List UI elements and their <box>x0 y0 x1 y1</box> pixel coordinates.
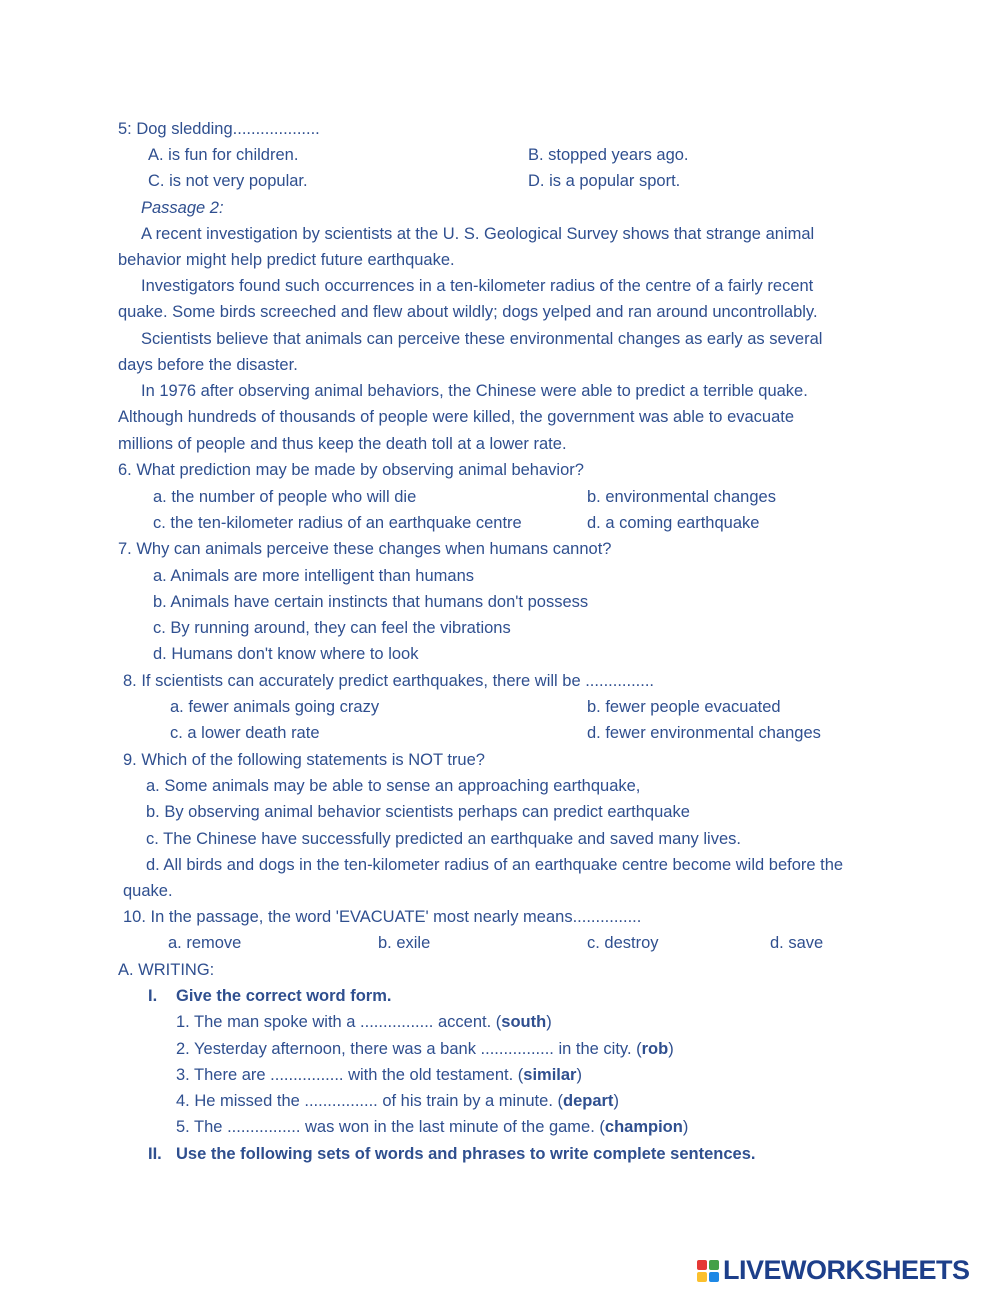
passage-title: Passage 2: <box>141 199 224 217</box>
q8-option-a[interactable]: a. fewer animals going crazy <box>170 698 380 716</box>
logo-square <box>697 1272 707 1282</box>
q10-option-c[interactable]: c. destroy <box>587 934 659 952</box>
q8-option-b[interactable]: b. fewer people evacuated <box>587 698 781 716</box>
q10-option-a[interactable]: a. remove <box>168 934 242 952</box>
word-form-item: 4. He missed the ................ of his train by a minute. (depart) <box>176 1092 619 1110</box>
q8-option-d[interactable]: d. fewer environmental changes <box>587 724 821 742</box>
q6-option-d[interactable]: d. a coming earthquake <box>587 514 760 532</box>
q7-stem: 7. Why can animals perceive these changes when humans cannot? <box>118 540 612 558</box>
passage-line: millions of people and thus keep the death toll at a lower rate. <box>118 435 567 453</box>
q9-option-c[interactable]: c. The Chinese have successfully predicted an earthquake and saved many lives. <box>146 830 741 848</box>
q5-option-b[interactable]: B. stopped years ago. <box>528 146 689 164</box>
q9-option-d-cont: quake. <box>123 882 173 900</box>
q6-option-b[interactable]: b. environmental changes <box>587 488 776 506</box>
q10-option-d[interactable]: d. save <box>770 934 824 952</box>
word-form-item: 3. There are ................ with the old testament. (similar) <box>176 1066 582 1084</box>
passage-line: Although hundreds of thousands of people were killed, the government was able to evacuate <box>118 408 795 426</box>
q7-option-d[interactable]: d. Humans don't know where to look <box>153 645 419 663</box>
passage-line: A recent investigation by scientists at the U. S. Geological Survey shows that strange animal <box>141 225 815 243</box>
q6-option-a[interactable]: a. the number of people who will die <box>153 488 417 506</box>
keyword: similar <box>523 1066 577 1084</box>
part2-number: II. <box>148 1145 162 1163</box>
passage-line: In 1976 after observing animal behaviors, the Chinese were able to predict a terrible quake. <box>141 382 808 400</box>
q6-stem: 6. What prediction may be made by observing animal behavior? <box>118 461 584 479</box>
q5-option-a[interactable]: A. is fun for children. <box>148 146 299 164</box>
q9-stem: 9. Which of the following statements is NOT true? <box>123 751 485 769</box>
part2-title: Use the following sets of words and phrases to write complete sentences. <box>176 1145 756 1163</box>
q10-option-b[interactable]: b. exile <box>378 934 431 952</box>
logo-square <box>709 1260 719 1270</box>
keyword: champion <box>604 1118 683 1136</box>
keyword: south <box>501 1013 547 1031</box>
part1-number: I. <box>148 987 158 1005</box>
q7-option-c[interactable]: c. By running around, they can feel the vibrations <box>153 619 511 637</box>
keyword: depart <box>563 1092 614 1110</box>
writing-heading: A. WRITING: <box>118 961 215 979</box>
passage-line: quake. Some birds screeched and flew about wildly; dogs yelped and ran around uncontrollably. <box>118 303 818 321</box>
q8-stem: 8. If scientists can accurately predict earthquakes, there will be ............... <box>123 672 654 690</box>
q7-option-b[interactable]: b. Animals have certain instincts that humans don't possess <box>153 593 589 611</box>
q8-option-c[interactable]: c. a lower death rate <box>170 724 320 742</box>
q9-option-d[interactable]: d. All birds and dogs in the ten-kilometer radius of an earthquake centre become wild before the <box>146 856 844 874</box>
liveworksheets-logo[interactable] <box>697 1255 970 1286</box>
q10-stem: 10. In the passage, the word 'EVACUATE' most nearly means............... <box>123 908 642 926</box>
part1-title: Give the correct word form. <box>176 987 392 1005</box>
q7-option-a[interactable]: a. Animals are more intelligent than humans <box>153 567 475 585</box>
word-form-item: 2. Yesterday afternoon, there was a bank ................ in the city. (rob) <box>176 1040 674 1058</box>
passage-line: Investigators found such occurrences in a ten-kilometer radius of the centre of a fairly recent <box>141 277 814 295</box>
passage-line: days before the disaster. <box>118 356 298 374</box>
passage-line: Scientists believe that animals can perceive these environmental changes as early as several <box>141 330 823 348</box>
logo-square <box>709 1272 719 1282</box>
q5-stem: 5: Dog sledding................... <box>118 120 320 138</box>
passage-line: behavior might help predict future earthquake. <box>118 251 455 269</box>
logo-text: LIVEWORKSHEETS <box>723 1255 970 1285</box>
keyword: rob <box>641 1040 669 1058</box>
logo-icon <box>697 1260 719 1282</box>
word-form-item: 5. The ................ was won in the last minute of the game. (champion) <box>176 1118 689 1136</box>
logo-square <box>697 1260 707 1270</box>
q9-option-b[interactable]: b. By observing animal behavior scientists perhaps can predict earthquake <box>146 803 690 821</box>
word-form-item: 1. The man spoke with a ................ accent. (south) <box>176 1013 552 1031</box>
q9-option-a[interactable]: a. Some animals may be able to sense an approaching earthquake, <box>146 777 641 795</box>
q6-option-c[interactable]: c. the ten-kilometer radius of an earthquake centre <box>153 514 522 532</box>
q5-option-d[interactable]: D. is a popular sport. <box>528 172 681 190</box>
q5-option-c[interactable]: C. is not very popular. <box>148 172 308 190</box>
